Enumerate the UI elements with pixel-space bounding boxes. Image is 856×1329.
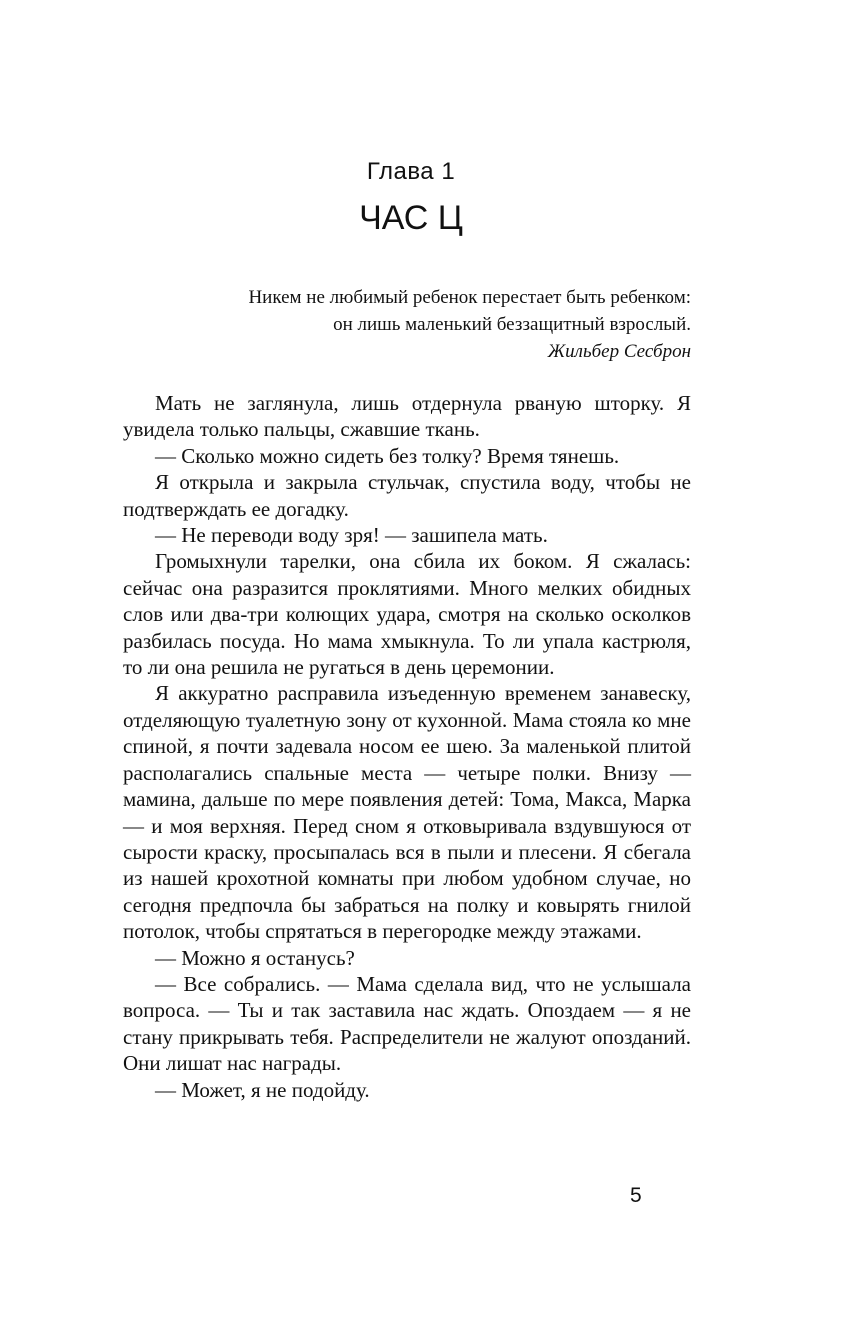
chapter-title: ЧАС Ц bbox=[359, 199, 463, 237]
paragraph: — Сколько можно сидеть без толку? Время тянешь. bbox=[155, 443, 620, 468]
epigraph bbox=[131, 284, 691, 365]
epigraph-author: Жильбер Сесброн bbox=[547, 341, 691, 362]
paragraph: — Может, я не подойду. bbox=[155, 1077, 370, 1102]
paragraph: Я аккуратно расправила изъеденную временем занавеску, отделяющую туалетную зону от кухонной. Мама стояла ко мне спиной, я почти задевала носом ее шею. За маленькой плитой располагались спальные места — четыре полки. Внизу — мамина, дальше по мере появления детей: Тома, Макса, Марка — и моя верхняя. Перед сном я отковыривала вздувшуюся от сырости краску, просыпалась вся в пыли и плесени. Я сбегала из нашей крохотной комнаты при любом удобном случае, но сегодня предпочла бы забраться на полку и ковырять гнилой потолок, чтобы спрятаться в перегородке между этажами. bbox=[123, 681, 691, 944]
body-text bbox=[123, 390, 691, 1103]
paragraph: Я открыла и закрыла стульчак, спустила воду, чтобы не подтверждать ее догадку. bbox=[123, 470, 691, 521]
epigraph-line: Никем не любимый ребенок перестает быть ребенком: bbox=[248, 287, 691, 308]
paragraph: Мать не заглянула, лишь отдернула рваную шторку. Я увидела только пальцы, сжавшие ткань. bbox=[123, 391, 691, 442]
page-number: 5 bbox=[630, 1184, 642, 1207]
chapter-label: Глава 1 bbox=[366, 158, 456, 185]
paragraph: — Все собрались. — Мама сделала вид, что не услышала вопроса. — Ты и так заставила нас ждать. Опоздаем — я не стану прикрывать тебя. Распределители не жалуют опозданий. Они лишат нас награды. bbox=[123, 971, 691, 1076]
paragraph: Громыхнули тарелки, она сбила их боком. Я сжалась: сейчас она разразится проклятиями. Много мелких обидных слов или два-три колющих удара, смотря на сколько осколков разбилась посуда. Но мама хмыкнула. То ли упала кастрюля, то ли она решила не ругаться в день церемонии. bbox=[123, 549, 691, 680]
paragraph: — Можно я останусь? bbox=[155, 945, 355, 970]
paragraph: — Не переводи воду зря! — зашипела мать. bbox=[155, 523, 548, 548]
epigraph-line: он лишь маленький беззащитный взрослый. bbox=[333, 314, 691, 335]
